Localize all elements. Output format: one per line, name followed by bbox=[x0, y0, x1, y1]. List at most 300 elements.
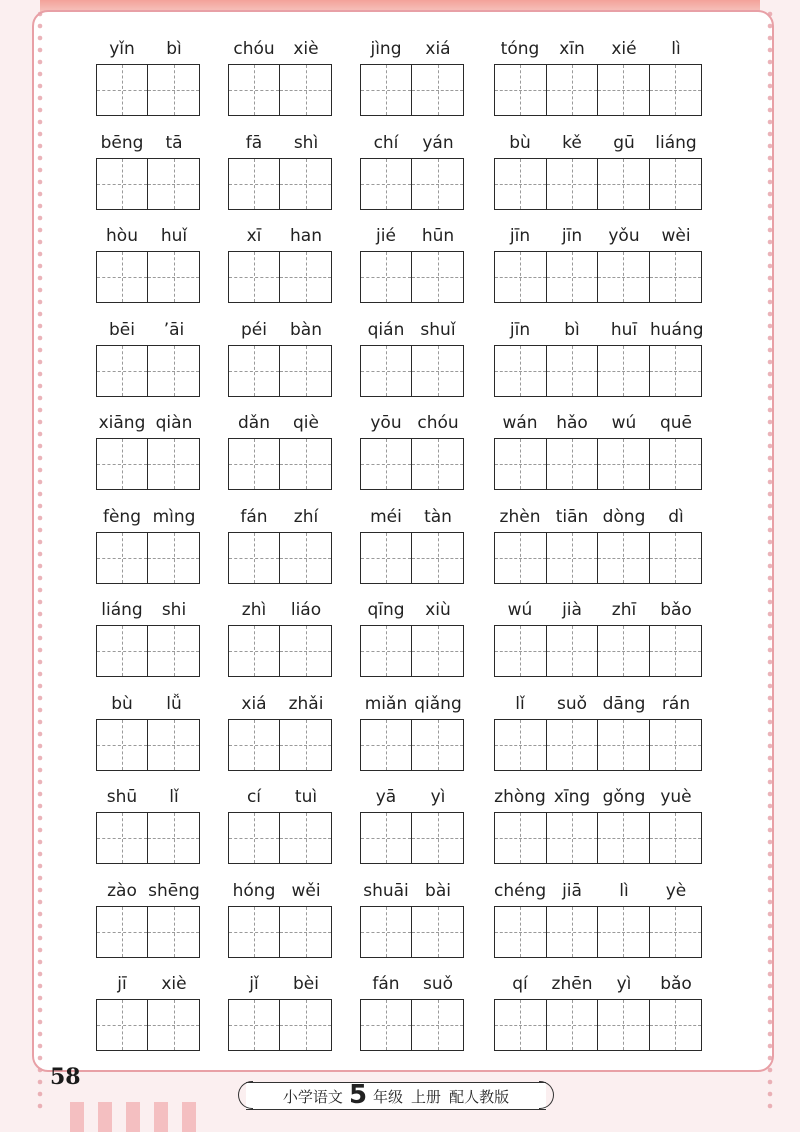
word-group bbox=[228, 973, 332, 1053]
pinyin-label: shuāi bbox=[363, 880, 409, 901]
writing-boxes bbox=[228, 345, 332, 397]
pinyin-label: tiān bbox=[555, 506, 589, 527]
pinyin-label: zhòng bbox=[494, 787, 546, 807]
character-writing-box[interactable] bbox=[361, 907, 412, 957]
pinyin-label: xiè bbox=[293, 39, 319, 59]
pinyin-label: quē bbox=[659, 413, 693, 433]
bottom-edge-tabs bbox=[70, 1102, 196, 1132]
pinyin-label: bǎo bbox=[660, 600, 692, 620]
pinyin-row bbox=[494, 319, 702, 343]
character-writing-box[interactable] bbox=[495, 626, 547, 676]
pinyin-row bbox=[96, 599, 200, 623]
pinyin-row bbox=[96, 412, 200, 436]
character-writing-box[interactable] bbox=[229, 720, 280, 770]
character-writing-box[interactable] bbox=[280, 439, 331, 489]
pinyin-label: qiǎng bbox=[414, 693, 462, 714]
character-writing-box[interactable] bbox=[650, 720, 702, 770]
pinyin-label: miǎn bbox=[364, 693, 408, 714]
writing-boxes bbox=[494, 158, 702, 210]
pinyin-label: zhēn bbox=[551, 974, 593, 994]
writing-boxes bbox=[360, 64, 464, 116]
writing-boxes bbox=[360, 158, 464, 210]
character-writing-box[interactable] bbox=[412, 720, 463, 770]
pinyin-label: bài bbox=[425, 880, 451, 901]
character-writing-box[interactable] bbox=[598, 159, 650, 209]
writing-boxes bbox=[494, 438, 702, 490]
character-writing-box[interactable] bbox=[495, 346, 547, 396]
pinyin-row bbox=[494, 786, 702, 810]
character-writing-box[interactable] bbox=[650, 346, 702, 396]
pinyin-row bbox=[228, 132, 332, 156]
character-writing-box[interactable] bbox=[495, 907, 547, 957]
pinyin-label: xiá bbox=[425, 39, 451, 59]
pinyin-label: zhèn bbox=[499, 506, 541, 527]
character-writing-box[interactable] bbox=[650, 65, 702, 115]
word-group bbox=[228, 412, 332, 492]
character-writing-box[interactable] bbox=[547, 720, 599, 770]
pinyin-row bbox=[228, 693, 332, 717]
character-writing-box[interactable] bbox=[229, 252, 280, 302]
pinyin-label: dāng bbox=[602, 693, 646, 714]
writing-boxes bbox=[494, 251, 702, 303]
character-writing-box[interactable] bbox=[148, 907, 199, 957]
pinyin-row bbox=[228, 786, 332, 810]
writing-boxes bbox=[494, 719, 702, 771]
writing-boxes bbox=[360, 625, 464, 677]
pinyin-label: zào bbox=[107, 880, 137, 901]
pinyin-label: bàn bbox=[290, 319, 322, 340]
character-writing-box[interactable] bbox=[412, 65, 463, 115]
word-group bbox=[360, 973, 464, 1053]
character-writing-box[interactable] bbox=[148, 252, 199, 302]
character-writing-box[interactable] bbox=[229, 159, 280, 209]
pinyin-label: hǎo bbox=[556, 413, 588, 433]
word-group bbox=[228, 506, 332, 586]
character-writing-box[interactable] bbox=[650, 1000, 702, 1050]
character-writing-box[interactable] bbox=[280, 1000, 331, 1050]
character-writing-box[interactable] bbox=[598, 1000, 650, 1050]
writing-boxes bbox=[228, 625, 332, 677]
pinyin-row bbox=[494, 880, 702, 904]
pinyin-row bbox=[494, 132, 702, 156]
character-writing-box[interactable] bbox=[97, 813, 148, 863]
pinyin-row bbox=[228, 319, 332, 343]
pinyin-label: bēi bbox=[109, 319, 135, 340]
pinyin-row bbox=[228, 412, 332, 436]
character-writing-box[interactable] bbox=[229, 65, 280, 115]
pinyin-label: hóng bbox=[232, 880, 276, 901]
writing-boxes bbox=[360, 251, 464, 303]
character-writing-box[interactable] bbox=[547, 1000, 599, 1050]
character-writing-box[interactable] bbox=[280, 252, 331, 302]
character-writing-box[interactable] bbox=[229, 907, 280, 957]
character-writing-box[interactable] bbox=[495, 159, 547, 209]
character-writing-box[interactable] bbox=[280, 720, 331, 770]
pinyin-label: méi bbox=[370, 506, 402, 527]
writing-boxes bbox=[96, 251, 200, 303]
character-writing-box[interactable] bbox=[97, 626, 148, 676]
word-group bbox=[360, 693, 464, 773]
character-writing-box[interactable] bbox=[229, 813, 280, 863]
pinyin-label: shū bbox=[106, 787, 138, 807]
character-writing-box[interactable] bbox=[148, 626, 199, 676]
character-writing-box[interactable] bbox=[97, 439, 148, 489]
character-writing-box[interactable] bbox=[361, 720, 412, 770]
footer-grade-label: 年级 bbox=[373, 1087, 404, 1106]
character-writing-box[interactable] bbox=[547, 533, 599, 583]
character-writing-box[interactable] bbox=[148, 159, 199, 209]
character-writing-box[interactable] bbox=[547, 252, 599, 302]
character-writing-box[interactable] bbox=[650, 439, 702, 489]
word-group bbox=[228, 319, 332, 399]
pinyin-label: bèi bbox=[293, 974, 319, 994]
character-writing-box[interactable] bbox=[280, 533, 331, 583]
word-group bbox=[228, 880, 332, 960]
character-writing-box[interactable] bbox=[97, 720, 148, 770]
pinyin-label: wú bbox=[611, 413, 637, 433]
word-row bbox=[0, 412, 800, 492]
pinyin-label: xīn bbox=[559, 39, 585, 59]
pinyin-label: zhī bbox=[611, 600, 637, 620]
character-writing-box[interactable] bbox=[412, 346, 463, 396]
pinyin-label: yuè bbox=[660, 787, 692, 807]
pinyin-label: hūn bbox=[421, 226, 455, 246]
writing-boxes bbox=[228, 158, 332, 210]
pinyin-row bbox=[360, 880, 464, 904]
word-group bbox=[96, 412, 200, 492]
character-writing-box[interactable] bbox=[598, 533, 650, 583]
character-writing-box[interactable] bbox=[361, 346, 412, 396]
writing-boxes bbox=[494, 625, 702, 677]
character-writing-box[interactable] bbox=[97, 907, 148, 957]
pinyin-row bbox=[360, 38, 464, 62]
pinyin-label: jīn bbox=[509, 319, 531, 340]
character-writing-box[interactable] bbox=[598, 813, 650, 863]
word-group bbox=[360, 786, 464, 866]
character-writing-box[interactable] bbox=[495, 439, 547, 489]
character-writing-box[interactable] bbox=[598, 626, 650, 676]
pinyin-label: yè bbox=[665, 880, 687, 901]
word-group bbox=[494, 225, 702, 305]
pinyin-label: gǒng bbox=[602, 787, 646, 807]
pinyin-label: chóu bbox=[417, 413, 459, 433]
pinyin-label: xiāng bbox=[98, 413, 146, 433]
word-group bbox=[228, 693, 332, 773]
pinyin-label: chéng bbox=[494, 880, 547, 901]
pinyin-label: wú bbox=[507, 600, 533, 620]
word-group bbox=[494, 412, 702, 492]
pinyin-label: jià bbox=[562, 600, 582, 620]
word-row bbox=[0, 506, 800, 586]
word-group bbox=[96, 38, 200, 118]
pinyin-row bbox=[494, 693, 702, 717]
pinyin-label: xié bbox=[611, 39, 637, 59]
pinyin-label: yōu bbox=[370, 413, 402, 433]
character-writing-box[interactable] bbox=[598, 439, 650, 489]
word-group bbox=[494, 132, 702, 212]
writing-boxes bbox=[494, 999, 702, 1051]
pinyin-label: wěi bbox=[291, 880, 321, 901]
pinyin-label: huī bbox=[610, 319, 638, 340]
pinyin-label: zhǎi bbox=[288, 693, 324, 714]
pinyin-label: dì bbox=[668, 506, 684, 527]
pinyin-label: bù bbox=[509, 132, 531, 153]
pinyin-row bbox=[494, 225, 702, 249]
word-group bbox=[494, 693, 702, 773]
character-writing-box[interactable] bbox=[361, 439, 412, 489]
pinyin-label: fán bbox=[240, 506, 268, 527]
pinyin-label: tóng bbox=[500, 39, 540, 59]
word-row bbox=[0, 880, 800, 960]
pinyin-label: xiè bbox=[161, 974, 187, 994]
character-writing-box[interactable] bbox=[229, 439, 280, 489]
pinyin-label: yì bbox=[616, 974, 632, 994]
footer-edition: 配人教版 bbox=[449, 1087, 510, 1106]
word-group bbox=[494, 506, 702, 586]
pinyin-label: xī bbox=[246, 226, 262, 246]
character-writing-box[interactable] bbox=[229, 1000, 280, 1050]
character-writing-box[interactable] bbox=[650, 533, 702, 583]
character-writing-box[interactable] bbox=[97, 346, 148, 396]
writing-boxes bbox=[360, 999, 464, 1051]
character-writing-box[interactable] bbox=[547, 907, 599, 957]
character-writing-box[interactable] bbox=[412, 533, 463, 583]
character-writing-box[interactable] bbox=[598, 720, 650, 770]
pinyin-row bbox=[96, 132, 200, 156]
character-writing-box[interactable] bbox=[412, 439, 463, 489]
pinyin-label: yán bbox=[422, 132, 454, 153]
word-row bbox=[0, 132, 800, 212]
pinyin-label: lì bbox=[671, 39, 681, 59]
pinyin-label: shì bbox=[293, 132, 319, 153]
word-group bbox=[228, 225, 332, 305]
pinyin-label: yǒu bbox=[608, 226, 640, 246]
character-writing-box[interactable] bbox=[148, 720, 199, 770]
pinyin-row bbox=[96, 880, 200, 904]
pinyin-label: péi bbox=[241, 319, 267, 340]
character-writing-box[interactable] bbox=[148, 346, 199, 396]
pinyin-label: lǐ bbox=[169, 787, 179, 807]
pinyin-label: lǚ bbox=[166, 693, 182, 714]
character-writing-box[interactable] bbox=[97, 159, 148, 209]
pinyin-label: dǎn bbox=[238, 413, 270, 433]
character-writing-box[interactable] bbox=[97, 1000, 148, 1050]
character-writing-box[interactable] bbox=[280, 159, 331, 209]
word-group bbox=[96, 693, 200, 773]
character-writing-box[interactable] bbox=[547, 159, 599, 209]
writing-boxes bbox=[494, 906, 702, 958]
character-writing-box[interactable] bbox=[229, 533, 280, 583]
pinyin-label: wán bbox=[502, 413, 538, 433]
character-writing-box[interactable] bbox=[495, 65, 547, 115]
character-writing-box[interactable] bbox=[412, 252, 463, 302]
writing-boxes bbox=[360, 812, 464, 864]
character-writing-box[interactable] bbox=[650, 159, 702, 209]
character-writing-box[interactable] bbox=[598, 65, 650, 115]
character-writing-box[interactable] bbox=[650, 626, 702, 676]
pinyin-label: zhì bbox=[241, 600, 267, 620]
writing-boxes bbox=[360, 532, 464, 584]
pinyin-row bbox=[96, 225, 200, 249]
word-group bbox=[96, 973, 200, 1053]
pinyin-label: jīn bbox=[561, 226, 583, 246]
character-writing-box[interactable] bbox=[650, 907, 702, 957]
word-group bbox=[494, 38, 702, 118]
character-writing-box[interactable] bbox=[229, 626, 280, 676]
writing-boxes bbox=[228, 906, 332, 958]
pinyin-label: shēng bbox=[148, 880, 200, 901]
writing-boxes bbox=[360, 345, 464, 397]
footer-grade-number: 5 bbox=[348, 1080, 368, 1110]
character-writing-box[interactable] bbox=[412, 626, 463, 676]
word-group bbox=[494, 319, 702, 399]
writing-boxes bbox=[228, 438, 332, 490]
pinyin-label: hòu bbox=[106, 226, 138, 246]
character-writing-box[interactable] bbox=[650, 813, 702, 863]
pinyin-label: fán bbox=[372, 974, 400, 994]
character-writing-box[interactable] bbox=[229, 346, 280, 396]
character-writing-box[interactable] bbox=[97, 65, 148, 115]
pinyin-label: qīng bbox=[367, 600, 405, 620]
character-writing-box[interactable] bbox=[547, 346, 599, 396]
character-writing-box[interactable] bbox=[547, 439, 599, 489]
character-writing-box[interactable] bbox=[547, 626, 599, 676]
pinyin-label: shi bbox=[161, 600, 187, 620]
character-writing-box[interactable] bbox=[280, 813, 331, 863]
pinyin-label: wèi bbox=[661, 226, 691, 246]
writing-boxes bbox=[96, 345, 200, 397]
word-row bbox=[0, 38, 800, 118]
character-writing-box[interactable] bbox=[495, 813, 547, 863]
character-writing-box[interactable] bbox=[495, 252, 547, 302]
character-writing-box[interactable] bbox=[280, 907, 331, 957]
character-writing-box[interactable] bbox=[148, 533, 199, 583]
pinyin-label: cí bbox=[246, 787, 262, 807]
pinyin-row bbox=[494, 973, 702, 997]
pinyin-label: chí bbox=[373, 132, 399, 153]
character-writing-box[interactable] bbox=[598, 346, 650, 396]
character-writing-box[interactable] bbox=[361, 533, 412, 583]
character-writing-box[interactable] bbox=[361, 626, 412, 676]
pinyin-label: liáng bbox=[655, 132, 697, 153]
pinyin-row bbox=[494, 38, 702, 62]
character-writing-box[interactable] bbox=[547, 813, 599, 863]
word-group bbox=[96, 880, 200, 960]
character-writing-box[interactable] bbox=[361, 159, 412, 209]
character-writing-box[interactable] bbox=[650, 252, 702, 302]
word-row bbox=[0, 973, 800, 1053]
character-writing-box[interactable] bbox=[412, 1000, 463, 1050]
writing-boxes bbox=[360, 906, 464, 958]
writing-boxes bbox=[228, 532, 332, 584]
word-group bbox=[228, 38, 332, 118]
pinyin-row bbox=[360, 693, 464, 717]
writing-boxes bbox=[96, 625, 200, 677]
character-writing-box[interactable] bbox=[547, 65, 599, 115]
pinyin-label: huǐ bbox=[160, 226, 188, 246]
character-writing-box[interactable] bbox=[412, 159, 463, 209]
character-writing-box[interactable] bbox=[412, 907, 463, 957]
writing-boxes bbox=[360, 719, 464, 771]
pinyin-label: jǐ bbox=[249, 974, 259, 994]
pinyin-label: huáng bbox=[650, 319, 704, 340]
pinyin-row bbox=[228, 599, 332, 623]
writing-boxes bbox=[96, 64, 200, 116]
pinyin-label: zhí bbox=[293, 506, 319, 527]
character-writing-box[interactable] bbox=[412, 813, 463, 863]
pinyin-label: jī bbox=[117, 974, 127, 994]
character-writing-box[interactable] bbox=[495, 720, 547, 770]
word-group bbox=[360, 38, 464, 118]
word-group bbox=[96, 225, 200, 305]
writing-boxes bbox=[96, 532, 200, 584]
writing-boxes bbox=[494, 64, 702, 116]
character-writing-box[interactable] bbox=[280, 65, 331, 115]
character-writing-box[interactable] bbox=[148, 1000, 199, 1050]
word-group bbox=[228, 132, 332, 212]
character-writing-box[interactable] bbox=[598, 907, 650, 957]
character-writing-box[interactable] bbox=[148, 813, 199, 863]
word-row bbox=[0, 693, 800, 773]
word-group bbox=[96, 599, 200, 679]
pinyin-label: lì bbox=[619, 880, 629, 901]
pinyin-label: jīn bbox=[509, 226, 531, 246]
character-writing-box[interactable] bbox=[97, 252, 148, 302]
pinyin-label: gū bbox=[613, 132, 635, 153]
pinyin-label: tuì bbox=[294, 787, 318, 807]
character-writing-box[interactable] bbox=[280, 626, 331, 676]
character-writing-box[interactable] bbox=[148, 439, 199, 489]
pinyin-label: yǐn bbox=[109, 39, 135, 59]
word-group bbox=[96, 319, 200, 399]
character-writing-box[interactable] bbox=[361, 813, 412, 863]
pinyin-row bbox=[228, 973, 332, 997]
pinyin-label: liáng bbox=[101, 600, 143, 620]
writing-boxes bbox=[360, 438, 464, 490]
pinyin-label: fā bbox=[245, 132, 263, 153]
pinyin-label: yì bbox=[430, 787, 446, 807]
word-group bbox=[494, 973, 702, 1053]
word-group bbox=[360, 319, 464, 399]
word-group bbox=[360, 506, 464, 586]
pinyin-row bbox=[360, 319, 464, 343]
pinyin-label: suǒ bbox=[556, 693, 588, 714]
character-writing-box[interactable] bbox=[280, 346, 331, 396]
character-writing-box[interactable] bbox=[495, 1000, 547, 1050]
pinyin-row bbox=[96, 693, 200, 717]
pinyin-row bbox=[360, 506, 464, 530]
word-row bbox=[0, 225, 800, 305]
character-writing-box[interactable] bbox=[148, 65, 199, 115]
character-writing-box[interactable] bbox=[598, 252, 650, 302]
pinyin-row bbox=[96, 319, 200, 343]
writing-boxes bbox=[96, 158, 200, 210]
character-writing-box[interactable] bbox=[361, 252, 412, 302]
pinyin-label: kě bbox=[562, 132, 582, 153]
pinyin-label: jiā bbox=[562, 880, 582, 901]
pinyin-row bbox=[360, 225, 464, 249]
character-writing-box[interactable] bbox=[495, 533, 547, 583]
pinyin-row bbox=[360, 973, 464, 997]
character-writing-box[interactable] bbox=[361, 1000, 412, 1050]
pinyin-label: bì bbox=[564, 319, 580, 340]
pinyin-label: yā bbox=[375, 787, 397, 807]
footer-subject: 小学语文 bbox=[282, 1087, 343, 1106]
character-writing-box[interactable] bbox=[97, 533, 148, 583]
word-row bbox=[0, 319, 800, 399]
character-writing-box[interactable] bbox=[361, 65, 412, 115]
writing-boxes bbox=[228, 251, 332, 303]
